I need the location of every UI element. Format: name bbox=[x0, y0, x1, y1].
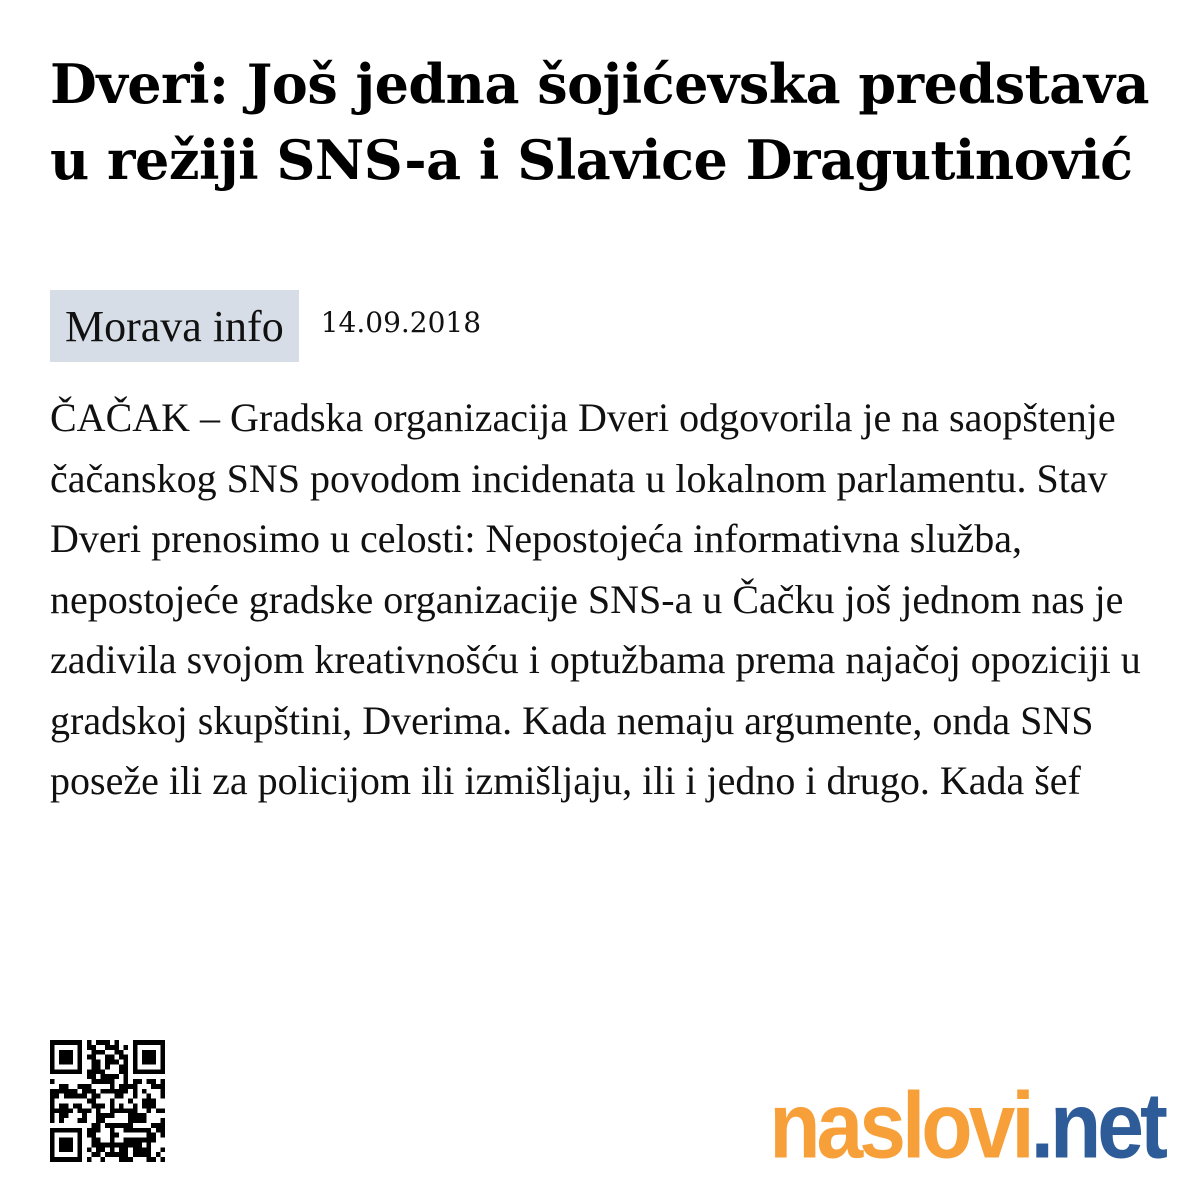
logo-text-naslovi: naslovi bbox=[769, 1072, 1031, 1178]
article-meta bbox=[50, 290, 481, 362]
site-logo[interactable] bbox=[769, 1049, 1164, 1178]
article-text: ČAČAK – Gradska organizacija Dveri odgovorila je na saopštenje čačanskog SNS povodom incidenata u lokalnom parlamentu. Stav Dveri prenosimo u celosti: Nepostojeća informativna služba, nepostojeće gradske organizacije SNS-a u Čačku još jednom nas je zadivila svojom kreativnošću i optužbama prema najačoj opoziciji u gradskoj skupštini, Dverima. Kada nemaju argumente, onda SNS poseže ili za policijom ili izmišljaju, ili i jedno i drugo. Kada šef bbox=[50, 395, 1141, 803]
qr-code-icon bbox=[50, 1040, 165, 1162]
logo-text-net: .net bbox=[1030, 1072, 1164, 1178]
article-body bbox=[50, 388, 1160, 958]
text-fade-overlay bbox=[50, 808, 1160, 958]
article-title: Dveri: Još jedna šojićevska predstava u režiji SNS-a i Slavice Dragutinović bbox=[50, 52, 1149, 192]
publish-date: 14.09.2018 bbox=[320, 306, 482, 339]
source-badge[interactable]: Morava info bbox=[50, 290, 299, 362]
